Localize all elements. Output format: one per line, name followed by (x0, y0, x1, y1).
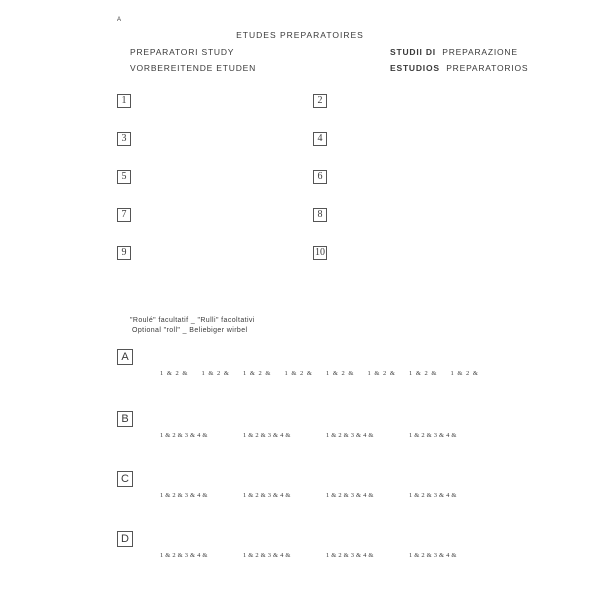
exercise-number-6: 6 (313, 170, 327, 184)
exercise-number-2: 2 (313, 94, 327, 108)
count-label: 1 & 2 & 3 & 4 & (160, 432, 208, 439)
count-label: 1 & 2 & 3 & 4 & (409, 552, 457, 559)
exercise-number-5: 5 (117, 170, 131, 184)
count-label: 1 & 2 & (326, 370, 355, 377)
count-label: 1 & 2 & 3 & 4 & (326, 552, 374, 559)
rudiment-label-A: A (117, 349, 133, 365)
count-label: 1 & 2 & (409, 370, 438, 377)
subtitle-english: PREPARATORI STUDY (130, 47, 235, 57)
rudiment-label-B: B (117, 411, 133, 427)
count-label: 1 & 2 & 3 & 4 & (160, 552, 208, 559)
count-label: 1 & 2 & 3 & 4 & (326, 492, 374, 499)
count-label: 1 & 2 & 3 & 4 & (243, 492, 291, 499)
count-label: 1 & 2 & (450, 370, 479, 377)
count-label: 1 & 2 & (160, 370, 189, 377)
subtitle-spanish-rest: PREPARATORIOS (446, 63, 529, 73)
count-label: 1 & 2 & 3 & 4 & (326, 432, 374, 439)
subtitle-german: VORBEREITENDE ETUDEN (130, 63, 257, 73)
exercise-number-1: 1 (117, 94, 131, 108)
count-label: 1 & 2 & 3 & 4 & (243, 552, 291, 559)
subtitle-spanish-bold: ESTUDIOS (390, 63, 440, 73)
count-label: 1 & 2 & 3 & 4 & (243, 432, 291, 439)
roll-note-line1: "Roulé" facultatif _ "Rulli" facoltativi (130, 317, 255, 324)
rudiment-label-C: C (117, 471, 133, 487)
exercise-number-7: 7 (117, 208, 131, 222)
count-label: 1 & 2 & (201, 370, 230, 377)
exercise-number-9: 9 (117, 246, 131, 260)
count-label: 1 & 2 & (284, 370, 313, 377)
roll-note-line2: Optional "roll" _ Beliebiger wirbel (132, 327, 248, 334)
count-label: 1 & 2 & 3 & 4 & (409, 492, 457, 499)
count-label: 1 & 2 & 3 & 4 & (409, 432, 457, 439)
exercise-number-10: 10 (315, 247, 325, 258)
subtitle-spanish (390, 63, 528, 73)
count-label: 1 & 2 & (243, 370, 272, 377)
subtitle-italian-rest: PREPARAZIONE (442, 47, 518, 57)
exercise-number-4: 4 (313, 132, 327, 146)
rudiment-label-D: D (117, 531, 133, 547)
subtitle-italian (390, 47, 518, 57)
count-label: 1 & 2 & 3 & 4 & (160, 492, 208, 499)
page-title: ETUDES PREPARATOIRES (236, 30, 364, 40)
exercise-number-3: 3 (117, 132, 131, 146)
page-letter: A (117, 17, 122, 23)
count-label: 1 & 2 & (367, 370, 396, 377)
exercise-number-8: 8 (313, 208, 327, 222)
subtitle-italian-bold: STUDII DI (390, 47, 436, 57)
